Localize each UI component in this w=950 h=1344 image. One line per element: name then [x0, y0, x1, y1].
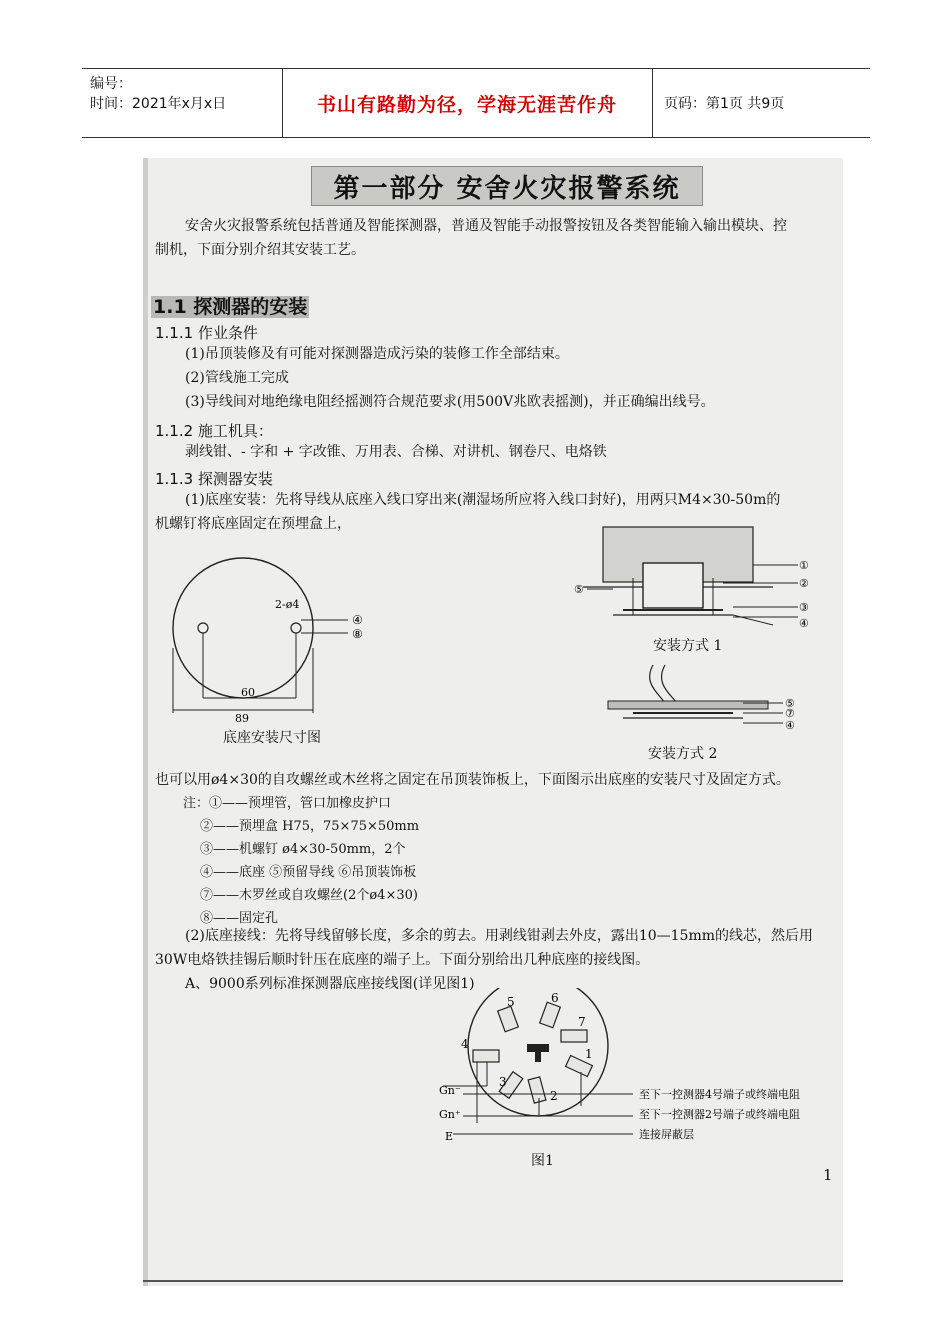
gn-plus-label: Gn⁺: [439, 1108, 461, 1121]
intro-line-2: 制机，下面分别介绍其安装工艺。: [155, 242, 365, 258]
note-1: 注：①——预埋管，管口加橡皮护口: [183, 796, 392, 811]
figure-1-caption: 图1: [531, 1153, 554, 1169]
tools-list: 剥线钳、- 字和 + 字改锥、万用表、合梯、对讲机、钢卷尺、电烙铁: [185, 444, 607, 460]
terminal-label-2: 2: [550, 1089, 558, 1103]
fixing-hole-right: [291, 623, 301, 633]
callout-4-m1: ④: [799, 617, 809, 630]
callout-4-base: ④: [352, 613, 363, 627]
base-install-line-1: (1)底座安装：先将导线从底座入线口穿出来(潮湿场所应将入线口封好)，用两只M4×30-50m的: [185, 492, 781, 508]
section-1-1-3-heading: 1.1.3 探测器安装: [155, 470, 273, 488]
install-method-2-diagram: [603, 663, 813, 748]
fixing-hole-left: [198, 623, 208, 633]
header-left-cell: [82, 69, 283, 137]
install-method-2-caption: 安装方式 2: [648, 746, 718, 762]
callout-4-m2: ④: [785, 719, 795, 732]
to-terminal-2-label: 至下一控测器2号端子或终端电阻: [639, 1108, 800, 1121]
note-5: ⑦——木罗丝或自攻螺丝(2个ø4×30): [200, 888, 418, 903]
install-method-1-diagram: [573, 523, 813, 638]
scan-edge: [143, 158, 148, 1286]
gn-minus-label: Gn⁻: [439, 1084, 461, 1097]
center-contact: [527, 1044, 549, 1052]
page-info: 页码：第1页 共9页: [664, 96, 785, 112]
terminal-5: [498, 1006, 519, 1031]
terminal-label-7: 7: [578, 1015, 586, 1029]
terminal-2: [528, 1077, 546, 1103]
dim-60: 60: [241, 686, 255, 699]
condition-3: (3)导线间对地绝缘电阻经摇测符合规范要求(用500V兆欧表摇测)，并正确编出线号。: [185, 394, 715, 410]
callout-2-m1: ②: [799, 577, 809, 590]
condition-1: (1)吊顶装修及有可能对探测器造成污染的装修工作全部结束。: [185, 346, 569, 362]
section-1-1-text: 1.1 探测器的安装: [153, 296, 308, 318]
section-1-1-heading: [151, 292, 309, 319]
wiring-line-1: (2)底座接线：先将导线留够长度，多余的剪去。用剥线钳剥去外皮，露出10—15mm的线芯，然后用: [185, 928, 814, 944]
callout-3-m1: ③: [799, 601, 809, 614]
callout-8-base: ⑧: [352, 627, 363, 641]
section-1-1-1-heading: 1.1.1 作业条件: [155, 324, 258, 342]
time-label: 时间：2021年x月x日: [90, 96, 227, 112]
terminal-7: [561, 1030, 587, 1042]
wiring-line-2: 30W电烙铁挂锡后顺时针压在底座的端子上。下面分别给出几种底座的接线图。: [155, 952, 650, 968]
base-size-caption: 底座安装尺寸图: [223, 730, 321, 746]
terminal-label-3: 3: [499, 1075, 507, 1089]
to-terminal-4-label: 至下一控测器4号端子或终端电阻: [639, 1088, 800, 1101]
note-6: ⑧——固定孔: [200, 911, 279, 926]
note-4: ④——底座 ⑤预留导线 ⑥吊顶装饰板: [200, 865, 417, 880]
terminal-label-6: 6: [551, 991, 559, 1005]
note-3: ③——机螺钉 ø4×30-50mm，2个: [200, 842, 406, 857]
callout-5-m1: ⑤: [574, 583, 584, 596]
terminal-4: [473, 1050, 499, 1062]
doc-title: 第一部分 安舍火灾报警系统: [333, 173, 681, 204]
terminal-label-4: 4: [461, 1037, 469, 1051]
scanned-page: [143, 158, 843, 1286]
shield-label: 连接屏蔽层: [639, 1128, 694, 1141]
wiring-a-heading: A、9000系列标准探测器底座接线图(详见图1): [185, 976, 475, 992]
page-header: [82, 68, 870, 138]
bottom-rule: [143, 1280, 843, 1282]
page-number: 1: [823, 1166, 833, 1184]
motto: 书山有路勤为径，学海无涯苦作舟: [316, 93, 617, 116]
figure-1-wiring-diagram: [433, 988, 833, 1148]
section-1-1-2-heading: 1.1.2 施工机具：: [155, 422, 273, 440]
base-install-line-2: 机螺钉将底座固定在预埋盒上，: [155, 516, 351, 532]
callout-7-m2: ⑦: [785, 707, 795, 720]
dim-89: 89: [235, 712, 249, 725]
condition-2: (2)管线施工完成: [185, 370, 289, 386]
base-size-diagram: [163, 548, 393, 748]
also-install-text: 也可以用ø4×30的自攻螺丝或木丝将之固定在吊顶装饰板上，下面图示出底座的安装尺寸及固定方式。: [155, 772, 790, 788]
e-label: E: [445, 1130, 454, 1143]
note-2: ②——预埋盒 H75，75×75×50mm: [200, 819, 420, 834]
number-label: 编号：: [90, 76, 132, 92]
callout-5-m2: ⑤: [785, 697, 795, 710]
terminal-label-1: 1: [585, 1047, 593, 1061]
callout-1-m1: ①: [799, 559, 809, 572]
intro-line-1: 安舍火灾报警系统包括普通及智能探测器，普通及智能手动报警按钮及各类智能输入输出模块、控: [185, 218, 787, 234]
install-method-1-caption: 安装方式 1: [653, 638, 723, 654]
doc-title-box: [311, 166, 703, 206]
terminal-label-5: 5: [507, 995, 515, 1009]
header-page-cell: [652, 69, 870, 137]
holes-dimension: 2-ø4: [275, 598, 300, 611]
header-motto-cell: [282, 69, 653, 137]
terminal-6: [540, 1002, 561, 1027]
